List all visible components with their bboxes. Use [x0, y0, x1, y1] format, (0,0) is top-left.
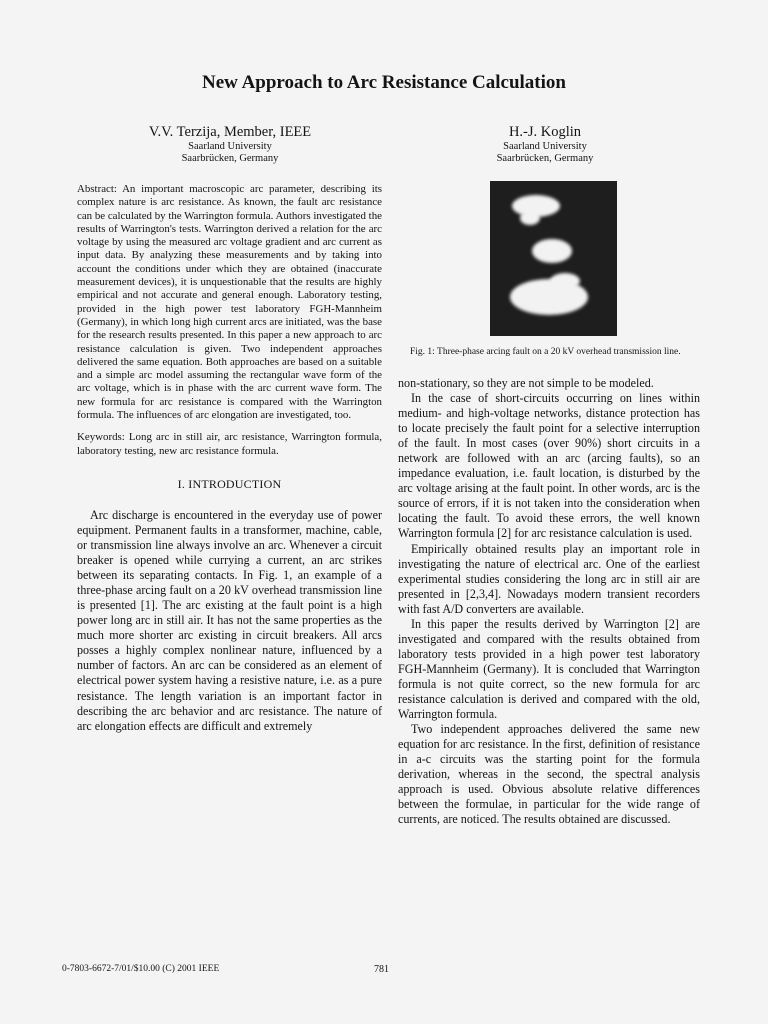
abstract: Abstract: An important macroscopic arc parameter, describing its complex nature is arc resistance. As known, the fault arc resistance can be calculated by the Warrington formula. Authors investigated the results of Warrington's tests. Warrington derived a relation for the arc voltage by using the measured arc voltage gradient and arc current as input data. By analyzing these measurements and by taking into account the conditions under which they are obtained (inaccurate measurement devices), it is unquestionable that the results are highly empirical and not accurate and general enough. Laboratory testing, provided in the high power test laboratory FGH-Mannheim (Germany), in which long high current arcs are initiated, was the base for the research results presented. In this paper a new approach to arc resistance calculation is given. Two independent approaches delivered the same equation. Both approaches are based on a suitable and a simple arc model assuming the rectangular wave form of the arc voltage, which is in phase with the arc current wave form. The new formula for arc resistance is compared with the Warrington formula. The influences of arc elongation are investigated, too. [77, 183, 382, 422]
author-block-2 [445, 124, 645, 165]
body-paragraph: non-stationary, so they are not simple to be modeled. [398, 376, 654, 390]
figure-caption: Fig. 1: Three-phase arcing fault on a 20 kV overhead transmission line. [410, 347, 681, 357]
author-affiliation: Saarland University [503, 140, 587, 152]
author-location: Saarbrücken, Germany [181, 152, 279, 164]
left-column [77, 183, 382, 734]
keywords: Keywords: Long arc in still air, arc resistance, Warrington formula, laboratory testing, new arc resistance formula. [77, 431, 382, 457]
figure-arc-photo [490, 181, 617, 336]
body-paragraph: Two independent approaches delivered the same new equation for arc resistance. In the first, definition of resistance in a-c circuits was the starting point for the formula derivation, whereas in the second, the spectral analysis approach is used. Obvious absolute relative differences between the formulae, in particular for the wide range of currents, are noticed. The results obtained are discussed. [398, 722, 700, 827]
arc-flash [520, 211, 540, 225]
footer-copyright: 0-7803-6672-7/01/$10.00 (C) 2001 IEEE [62, 964, 220, 974]
body-paragraph: In the case of short-circuits occurring on lines within medium- and high-voltage networks, distance protection has to locate precisely the fault point for a selective interruption of the fault. In most cases (over 90%) short circuits in a network are followed with an arc (arcing faults), so an impedance evaluation, i.e. fault location, is disturbed by the arc voltage arising at the fault point. In other words, arc is the source of errors, if it is not taken into the consideration when locating the fault. To avoid these errors, the well known Warrington formula [2] for arc resistance calculation is used. [398, 391, 700, 541]
author-affiliation: Saarland University [188, 140, 272, 152]
section-heading: I. INTRODUCTION [177, 476, 282, 491]
author-name: V.V. Terzija, Member, IEEE [148, 124, 312, 140]
arc-flash [550, 273, 580, 289]
body-paragraph: Empirically obtained results play an important role in investigating the nature of electrical arc. One of the earliest experimental studies considering the long arc in still air are presented in [2,3,4]. Nowadays modern transient recorders with fast A/D converters are available. [398, 541, 700, 616]
author-location: Saarbrücken, Germany [496, 152, 594, 164]
paper-title: New Approach to Arc Resistance Calculation [202, 72, 566, 93]
right-column [398, 376, 700, 827]
body-paragraph: Arc discharge is encountered in the everyday use of power equipment. Permanent faults in a transformer, machine, cable, or transmission line always involve an arc. Whenever a circuit breaker is opened while currying a current, an arc strikes between its separating contacts. In Fig. 1, an example of a three-phase arcing fault on a 20 kV overhead transmission line is presented [1]. The arc existing at the fault point is a high power long arc in still air. It has not the same properties as the much more shorter arc existing in circuit breakers. All arcs posses a highly complex nonlinear nature, influenced by a number of factors. An arc can be considered as an element of electrical power system having a resistive nature, i.e. as a pure resistance. The length variation is an important factor in describing the arc behavior and arc resistance. The nature of arc elongation effects are difficult and extremely [77, 507, 382, 733]
arc-flash [532, 239, 572, 263]
page-number: 781 [374, 964, 389, 975]
author-block-1 [100, 124, 360, 165]
body-paragraph: In this paper the results derived by Warrington [2] are investigated and compared with the results obtained from laboratory tests provided in a high power test laboratory FGH-Mannheim (Germany). It is concluded that Warrington formula is not quite correct, so the new formula for arc resistance calculation is derived and compared with the old, Warrington formula. [398, 616, 700, 722]
author-name: H.-J. Koglin [508, 124, 582, 140]
